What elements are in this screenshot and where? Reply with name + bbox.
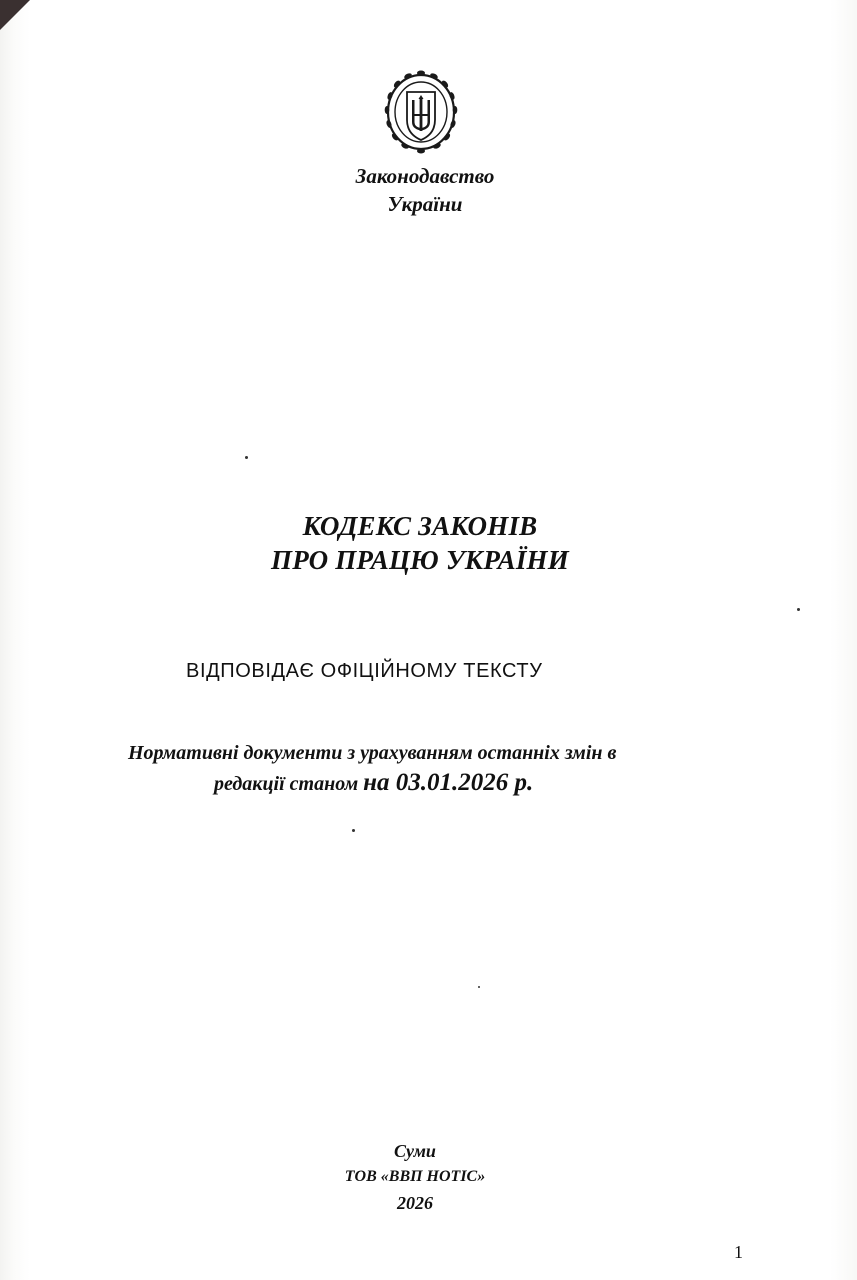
official-text-notice: ВІДПОВІДАЄ ОФІЦІЙНОМУ ТЕКСТУ	[186, 660, 543, 682]
edition-note-prefix: редакції станом	[214, 773, 359, 795]
print-speck	[797, 608, 800, 611]
edition-date: на 03.01.2026 р.	[363, 769, 534, 796]
title-line-1: КОДЕКС ЗАКОНІВ	[302, 511, 538, 541]
series-line-2: України	[387, 192, 463, 216]
imprint-city: Суми	[394, 1141, 436, 1161]
edition-note	[128, 738, 768, 799]
title-line-2: ПРО ПРАЦЮ УКРАЇНИ	[271, 545, 569, 575]
ukraine-trident-wreath-icon	[376, 64, 466, 160]
page-corner-shadow	[0, 0, 30, 30]
document-title	[180, 509, 660, 577]
series-title	[300, 162, 550, 218]
edition-note-line-1: Нормативні документи з урахуванням останніх змін в	[128, 742, 617, 764]
imprint-year: 2026	[397, 1193, 433, 1213]
print-speck	[478, 986, 480, 988]
series-line-1: Законодавство	[355, 164, 495, 188]
imprint-publisher: ТОВ «ВВП НОТІС»	[344, 1168, 486, 1185]
page-number: 1	[734, 1242, 743, 1262]
print-speck	[245, 456, 248, 459]
imprint	[250, 1138, 580, 1216]
print-speck	[352, 829, 355, 832]
edition-note-line-2	[128, 768, 768, 799]
